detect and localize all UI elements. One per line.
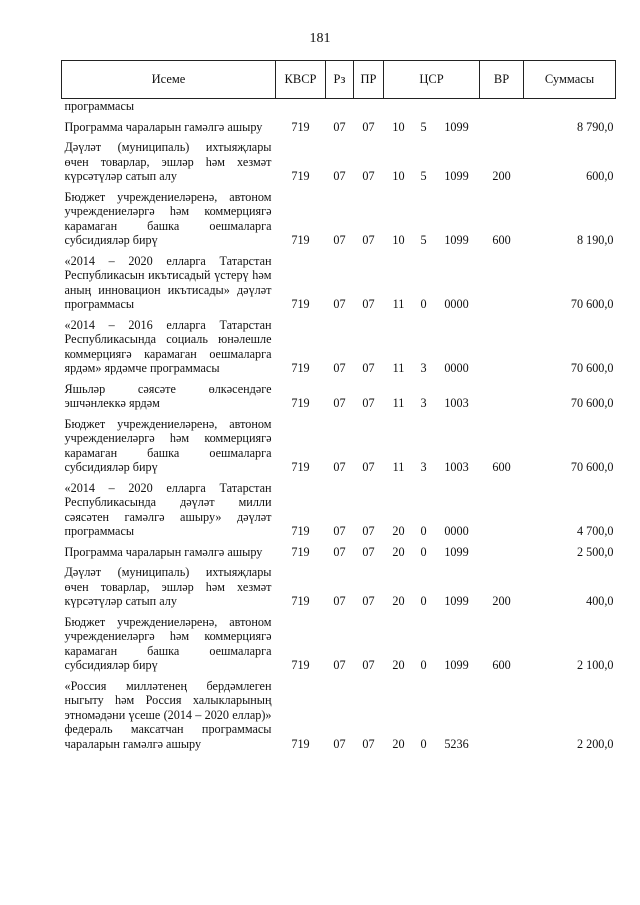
cell-pr: 07 (362, 594, 375, 608)
cell-csr-direction: 5236 (444, 736, 469, 751)
cell-csr-subprogram: 5 (420, 233, 427, 247)
cell-pr: 07 (362, 297, 375, 311)
cell-name: Программа чараларын гамәлгә ашыру (64, 119, 263, 134)
cell-vr: 200 (492, 169, 511, 183)
cell-sum: 400,0 (586, 594, 614, 608)
cell-vr (480, 481, 524, 539)
cell-name: «Россия милләтенең бердәмлеген ныгыту һәм Россия халыкларының этномәдәни үсеше (2014 – 2020 еллар)» федераль максатчан программасы чараларын гамәлгә ашыру (64, 678, 272, 751)
cell-csr-program: 11 (392, 361, 405, 375)
page-number: 181 (309, 31, 331, 46)
cell-kvsr: 719 (291, 361, 310, 375)
header-sum: Суммасы (524, 61, 616, 99)
cell-pr: 07 (362, 460, 375, 474)
cell-csr-direction: 1099 (444, 544, 469, 559)
cell-pr: 07 (362, 544, 375, 559)
cell-kvsr (276, 99, 326, 114)
cell-csr-direction (434, 99, 480, 114)
header-vr: ВР (480, 61, 524, 99)
header-name: Исеме (62, 61, 276, 99)
cell-rz: 07 (333, 169, 346, 183)
cell-pr: 07 (362, 736, 375, 751)
cell-csr-program: 20 (392, 736, 405, 751)
cell-rz (326, 99, 354, 114)
cell-kvsr: 719 (291, 297, 310, 311)
cell-name: Бюджет учреждениеләренә, автоном учреждениеләргә һәм коммерциягә карамаган башка оешмаларга субсидияләр бирү (64, 614, 272, 672)
cell-csr-program: 10 (392, 233, 405, 247)
cell-csr-subprogram (414, 99, 434, 114)
table-row (62, 382, 616, 411)
cell-sum: 70 600,0 (570, 297, 614, 311)
table-row (62, 318, 616, 376)
cell-sum: 8 190,0 (576, 233, 614, 247)
cell-rz: 07 (333, 119, 346, 134)
cell-csr-subprogram: 0 (420, 594, 427, 608)
cell-sum (524, 99, 616, 114)
cell-vr (480, 545, 524, 560)
cell-vr: 200 (492, 594, 511, 608)
cell-csr-subprogram: 0 (420, 658, 427, 672)
cell-pr: 07 (362, 524, 375, 538)
cell-rz: 07 (333, 460, 346, 474)
cell-rz: 07 (333, 233, 346, 247)
cell-csr-subprogram: 0 (420, 297, 427, 311)
cell-name: Дәүләт (муниципаль) ихтыяҗлары өчен товарлар, эшләр һәм хезмәт күрсәтүләр сатып алу (64, 565, 272, 608)
cell-sum: 70 600,0 (570, 361, 614, 375)
cell-rz: 07 (333, 361, 346, 375)
cell-kvsr: 719 (291, 169, 310, 183)
cell-csr-subprogram: 0 (420, 736, 427, 751)
table-row (62, 99, 616, 114)
cell-vr: 600 (492, 460, 511, 474)
cell-csr-program: 10 (392, 119, 405, 134)
cell-name: «2014 – 2020 елларга Татарстан Республикасын икътисадый үстерү һәм аның инновацион икътисады» дәүләт программасы (64, 253, 272, 311)
cell-csr-direction: 1099 (444, 169, 469, 183)
cell-csr-direction: 0000 (444, 361, 469, 375)
table-row (62, 615, 616, 673)
cell-rz: 07 (333, 524, 346, 538)
cell-csr-direction: 1099 (444, 119, 469, 134)
cell-csr-subprogram: 0 (420, 524, 427, 538)
cell-kvsr: 719 (291, 233, 310, 247)
header-pr: ПР (354, 61, 384, 99)
cell-name: «2014 – 2016 елларга Татарстан Республикасында социаль юнәлешле коммерциягә карамаган оешмаларга ярдәм» ярдәмче программасы (64, 317, 272, 375)
cell-name: Яшьләр сәясәте өлкәсендәге эшчәнлеккә ярдәм (64, 381, 272, 410)
cell-name: «2014 – 2020 елларга Татарстан Республикасында дәүләт милли сәясәтен гамәлгә ашыру» дәүләт программасы (64, 480, 272, 538)
table-row (62, 254, 616, 312)
table-row (62, 120, 616, 135)
cell-sum: 2 500,0 (576, 544, 614, 559)
cell-rz: 07 (333, 544, 346, 559)
cell-name: программасы (64, 99, 135, 113)
cell-rz: 07 (333, 594, 346, 608)
cell-csr-program: 20 (392, 658, 405, 672)
cell-vr: 600 (492, 658, 511, 672)
cell-pr: 07 (362, 396, 375, 410)
cell-vr (480, 99, 524, 114)
cell-csr-program: 20 (392, 594, 405, 608)
table-row (62, 190, 616, 248)
cell-vr (480, 679, 524, 752)
cell-vr (480, 318, 524, 376)
cell-csr-direction: 0000 (444, 524, 469, 538)
cell-pr: 07 (362, 658, 375, 672)
cell-rz: 07 (333, 297, 346, 311)
cell-kvsr: 719 (291, 119, 310, 134)
cell-csr-program (384, 99, 414, 114)
cell-csr-program: 11 (392, 396, 405, 410)
cell-csr-program: 20 (392, 524, 405, 538)
cell-pr (354, 99, 384, 114)
cell-csr-subprogram: 5 (420, 169, 427, 183)
cell-csr-program: 20 (392, 544, 405, 559)
cell-name: Бюджет учреждениеләренә, автоном учреждениеләргә һәм коммерциягә карамаган башка оешмаларга субсидияләр бирү (64, 189, 272, 247)
cell-sum: 70 600,0 (570, 460, 614, 474)
cell-rz: 07 (333, 658, 346, 672)
cell-csr-direction: 0000 (444, 297, 469, 311)
cell-rz: 07 (333, 396, 346, 410)
table-header (62, 61, 616, 99)
cell-sum: 2 100,0 (576, 658, 614, 672)
cell-csr-direction: 1003 (444, 396, 469, 410)
cell-kvsr: 719 (291, 544, 310, 559)
cell-csr-program: 11 (392, 460, 405, 474)
cell-vr (480, 382, 524, 411)
cell-csr-subprogram: 5 (420, 119, 427, 134)
cell-sum: 70 600,0 (570, 396, 614, 410)
cell-rz: 07 (333, 736, 346, 751)
cell-pr: 07 (362, 361, 375, 375)
cell-name: Программа чараларын гамәлгә ашыру (64, 544, 263, 559)
cell-csr-direction: 1099 (444, 594, 469, 608)
cell-sum: 8 790,0 (576, 119, 614, 134)
cell-vr (480, 254, 524, 312)
table-row (62, 565, 616, 609)
table-row (62, 140, 616, 184)
cell-csr-direction: 1003 (444, 460, 469, 474)
cell-kvsr: 719 (291, 658, 310, 672)
table-row (62, 679, 616, 752)
cell-kvsr: 719 (291, 594, 310, 608)
cell-csr-program: 10 (392, 169, 405, 183)
cell-pr: 07 (362, 119, 375, 134)
cell-csr-subprogram: 3 (420, 396, 427, 410)
cell-name: Дәүләт (муниципаль) ихтыяҗлары өчен товарлар, эшләр һәм хезмәт күрсәтүләр сатып алу (64, 140, 272, 183)
cell-csr-subprogram: 3 (420, 460, 427, 474)
cell-vr: 600 (492, 233, 511, 247)
cell-csr-direction: 1099 (444, 233, 469, 247)
table-body (62, 99, 616, 752)
cell-csr-direction: 1099 (444, 658, 469, 672)
cell-csr-subprogram: 0 (420, 544, 427, 559)
header-rz: Рз (326, 61, 354, 99)
cell-name: Бюджет учреждениеләренә, автоном учреждениеләргә һәм коммерциягә карамаган башка оешмаларга субсидияләр бирү (64, 416, 272, 474)
table-row (62, 545, 616, 560)
budget-table (61, 60, 616, 751)
cell-kvsr: 719 (291, 460, 310, 474)
table-row (62, 481, 616, 539)
cell-kvsr: 719 (291, 736, 310, 751)
table-row (62, 417, 616, 475)
cell-pr: 07 (362, 233, 375, 247)
header-kvsr: КВСР (276, 61, 326, 99)
cell-sum: 600,0 (586, 169, 614, 183)
cell-sum: 2 200,0 (576, 736, 614, 751)
cell-pr: 07 (362, 169, 375, 183)
cell-sum: 4 700,0 (576, 524, 614, 538)
cell-kvsr: 719 (291, 524, 310, 538)
header-csr: ЦСР (384, 61, 480, 99)
cell-csr-subprogram: 3 (420, 361, 427, 375)
cell-vr (480, 120, 524, 135)
cell-csr-program: 11 (392, 297, 405, 311)
cell-kvsr: 719 (291, 396, 310, 410)
